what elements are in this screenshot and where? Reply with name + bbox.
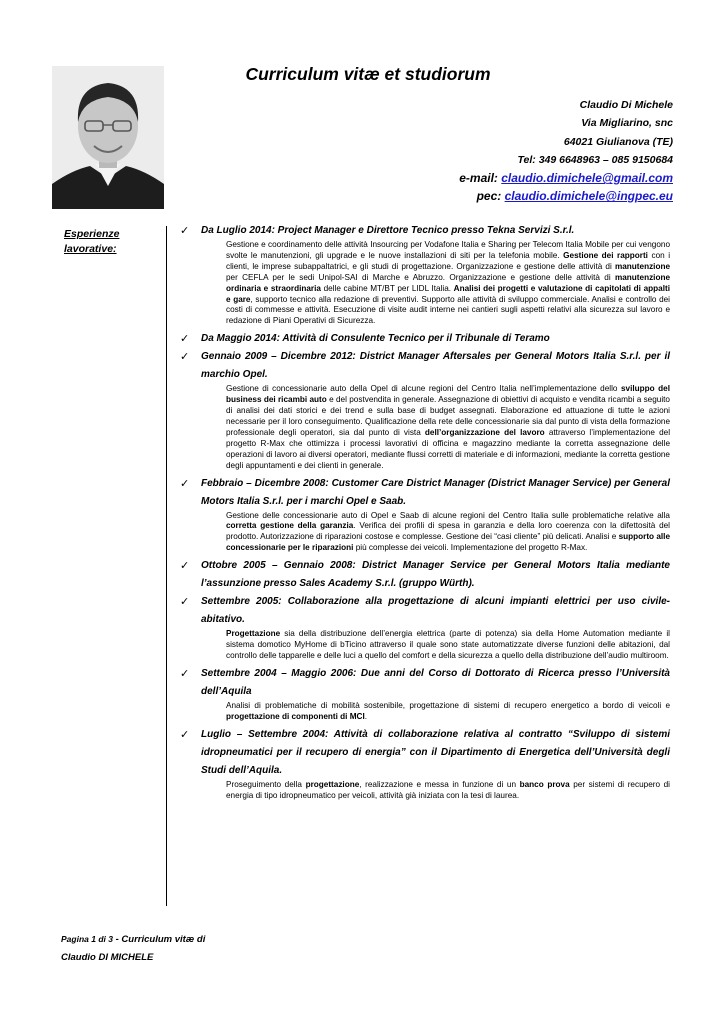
cv-title: Curriculum vitæ et studiorum <box>245 64 491 84</box>
profile-photo-illustration <box>52 66 164 209</box>
entry-description: Gestione di concessionarie auto della Opel di alcune regioni del Centro Italia nell’implementazione dello sviluppo del business dei ricambi auto e del postvendita in generale. Assegnazione di obiettivi di acquisto e vendita ricambi a seguito di analisi dei dati storici e dei trend e sulla base di budget assegnati. Elaborazione ed attuazione di tutte le azioni necessarie per il loro conseguimento. Qualificazione della rete delle concessionarie sia dal punto di vista della formazione professionale degli operatori, sia dal punto di vista dell’organizzazione del lavoro attraverso l’implementazione del progetto R-Max che ottimizza i processi lavorativi di officina e magazzino mediante la corretta assegnazione delle operazioni di lavoro ai diversi operatori, mediante flussi corretti di materiale e di informazioni, mediante la corretta gestione degli appuntamenti e dei clienti in generale. <box>226 384 671 470</box>
experience-entry <box>180 222 670 327</box>
entry-title: Febbraio – Dicembre 2008: Customer Care District Manager (District Manager Service) per General Motors Italia S.r.l. per i marchi Opel e Saab. <box>201 477 670 507</box>
footer-author-name: Claudio DI MICHELE <box>61 952 154 963</box>
contact-pec-row <box>459 187 673 205</box>
contact-email-row <box>459 169 673 187</box>
entry-title: Luglio – Settembre 2004: Attività di collaborazione relativa al contratto “Sviluppo di sistemi idropneumatici per il recupero di energia” con il Dipartimento di Energetica dell’Università degli Studi dell’Aquila. <box>201 728 670 776</box>
work-experience-list <box>180 222 670 804</box>
checkmark-icon: ✓ <box>180 560 190 573</box>
footer-doc-label: - Curriculum vitæ di <box>112 934 206 945</box>
email-label: e-mail: <box>459 171 502 186</box>
checkmark-icon: ✓ <box>180 333 190 346</box>
email-link[interactable]: claudio.dimichele@gmail.com <box>501 171 673 186</box>
pec-label: pec: <box>476 189 505 204</box>
entry-description: Analisi di problematiche di mobilità sostenibile, progettazione di sistemi di recupero energetico a bordo di veicoli e progettazione di componenti di MCI. <box>226 700 670 721</box>
entry-description: Gestione e coordinamento delle attività Insourcing per Vodafone Italia e Sharing per Telecom Italia Mobile per cui vengono svolte le manutenzioni, gli upgrade e le nuove installazioni di siti per la telefonia mobile. Gestione dei rapporti con i clienti, le imprese subappaltatrici, e gli studi di progettazione. Organizzazione e gestione delle attività di manutenzione per CEFLA per le sedi Unipol-SAI di Marche e Abruzzo. Organizzazione e gestione delle attività di manutenzione ordinaria e straordinaria delle cabine MT/BT per LIDL Italia. Analisi dei progetti e valutazione di capitolati di appalti e gare, supporto tecnico alla redazione di preventivi. Supporto alle attività di sviluppo commerciale. Analisi e controllo dei costi di commesse e attività. Esecuzione di visite audit interne nei cantieri sugli aspetti relativi alla sicurezza sul lavoro e redazione di Piani Operativi di Sicurezza. <box>226 240 671 326</box>
entry-description: Progettazione sia della distribuzione dell’energia elettrica (parte di potenza) sia della Home Automation mediante il sistema domotico MyHome di bTicino attraverso il quale sono state automatizzate diverse funzioni delle abitazioni, dal controllo delle tapparelle e delle luci a quello del comfort e della sicurezza a quello della distribuzione dell’audio multiroom. <box>226 629 670 660</box>
checkmark-icon: ✓ <box>180 351 190 364</box>
experience-entry <box>180 726 670 802</box>
page-footer <box>61 930 205 967</box>
checkmark-icon: ✓ <box>180 728 190 741</box>
contact-city: 64021 Giulianova (TE) <box>563 135 673 148</box>
footer-page-number: Pagina 1 di 3 <box>61 934 113 944</box>
section-divider-line <box>166 226 167 906</box>
experience-entry <box>180 330 670 348</box>
entry-title: Ottobre 2005 – Gennaio 2008: District Manager Service per General Motors Italia mediante l’assunzione presso Sales Academy S.r.l. (gruppo Würth). <box>201 560 670 590</box>
checkmark-icon: ✓ <box>180 477 190 490</box>
checkmark-icon: ✓ <box>180 596 190 609</box>
contact-name: Claudio Di Michele <box>579 99 673 111</box>
experience-entry <box>180 665 670 723</box>
experience-entry <box>180 557 670 593</box>
experience-entry <box>180 348 670 471</box>
section-label-work-experience: Esperienze lavorative: <box>64 228 120 255</box>
experience-entry <box>180 593 670 662</box>
checkmark-icon: ✓ <box>180 667 190 680</box>
entry-description: Gestione delle concessionarie auto di Opel e Saab di alcune regioni del Centro Italia sulle problematiche relative alla corretta gestione della garanzia. Verifica dei profili di spesa in garanzia e della loro coerenza con la difettosità del prodotto. Autorizzazione di riparazioni costose e complesse. Gestione dei “casi cliente” più delicati. Analisi e supporto alle concessionarie per le riparazioni più complesse dei veicoli. Implementazione del progetto R-Max. <box>226 510 671 553</box>
checkmark-icon: ✓ <box>180 225 190 237</box>
contact-phone: Tel: 349 6648963 – 085 9150684 <box>517 153 673 166</box>
contact-street: Via Migliarino, snc <box>581 117 673 130</box>
entry-title: Gennaio 2009 – Dicembre 2012: District Manager Aftersales per General Motors Italia S.r.l. per il marchio Opel. <box>201 351 670 381</box>
profile-photo <box>52 66 164 209</box>
entry-title: Settembre 2004 – Maggio 2006: Due anni del Corso di Dottorato di Ricerca presso l’Università dell’Aquila <box>201 667 670 697</box>
entry-title: Settembre 2005: Collaborazione alla progettazione di alcuni impianti elettrici per uso civile-abitativo. <box>201 596 670 626</box>
entry-title: Da Maggio 2014: Attività di Consulente Tecnico per il Tribunale di Teramo <box>201 333 550 345</box>
contact-block <box>459 96 673 206</box>
entry-title: Da Luglio 2014: Project Manager e Direttore Tecnico presso Tekna Servizi S.r.l. <box>201 225 575 236</box>
experience-entry <box>180 475 670 555</box>
pec-link[interactable]: claudio.dimichele@ingpec.eu <box>504 189 673 204</box>
entry-description: Proseguimento della progettazione, realizzazione e messa in funzione di un banco prova per sistemi di recupero di energia di tipo idropneumatico per veicoli, attività già iniziata con la tesi di laurea. <box>226 779 670 800</box>
